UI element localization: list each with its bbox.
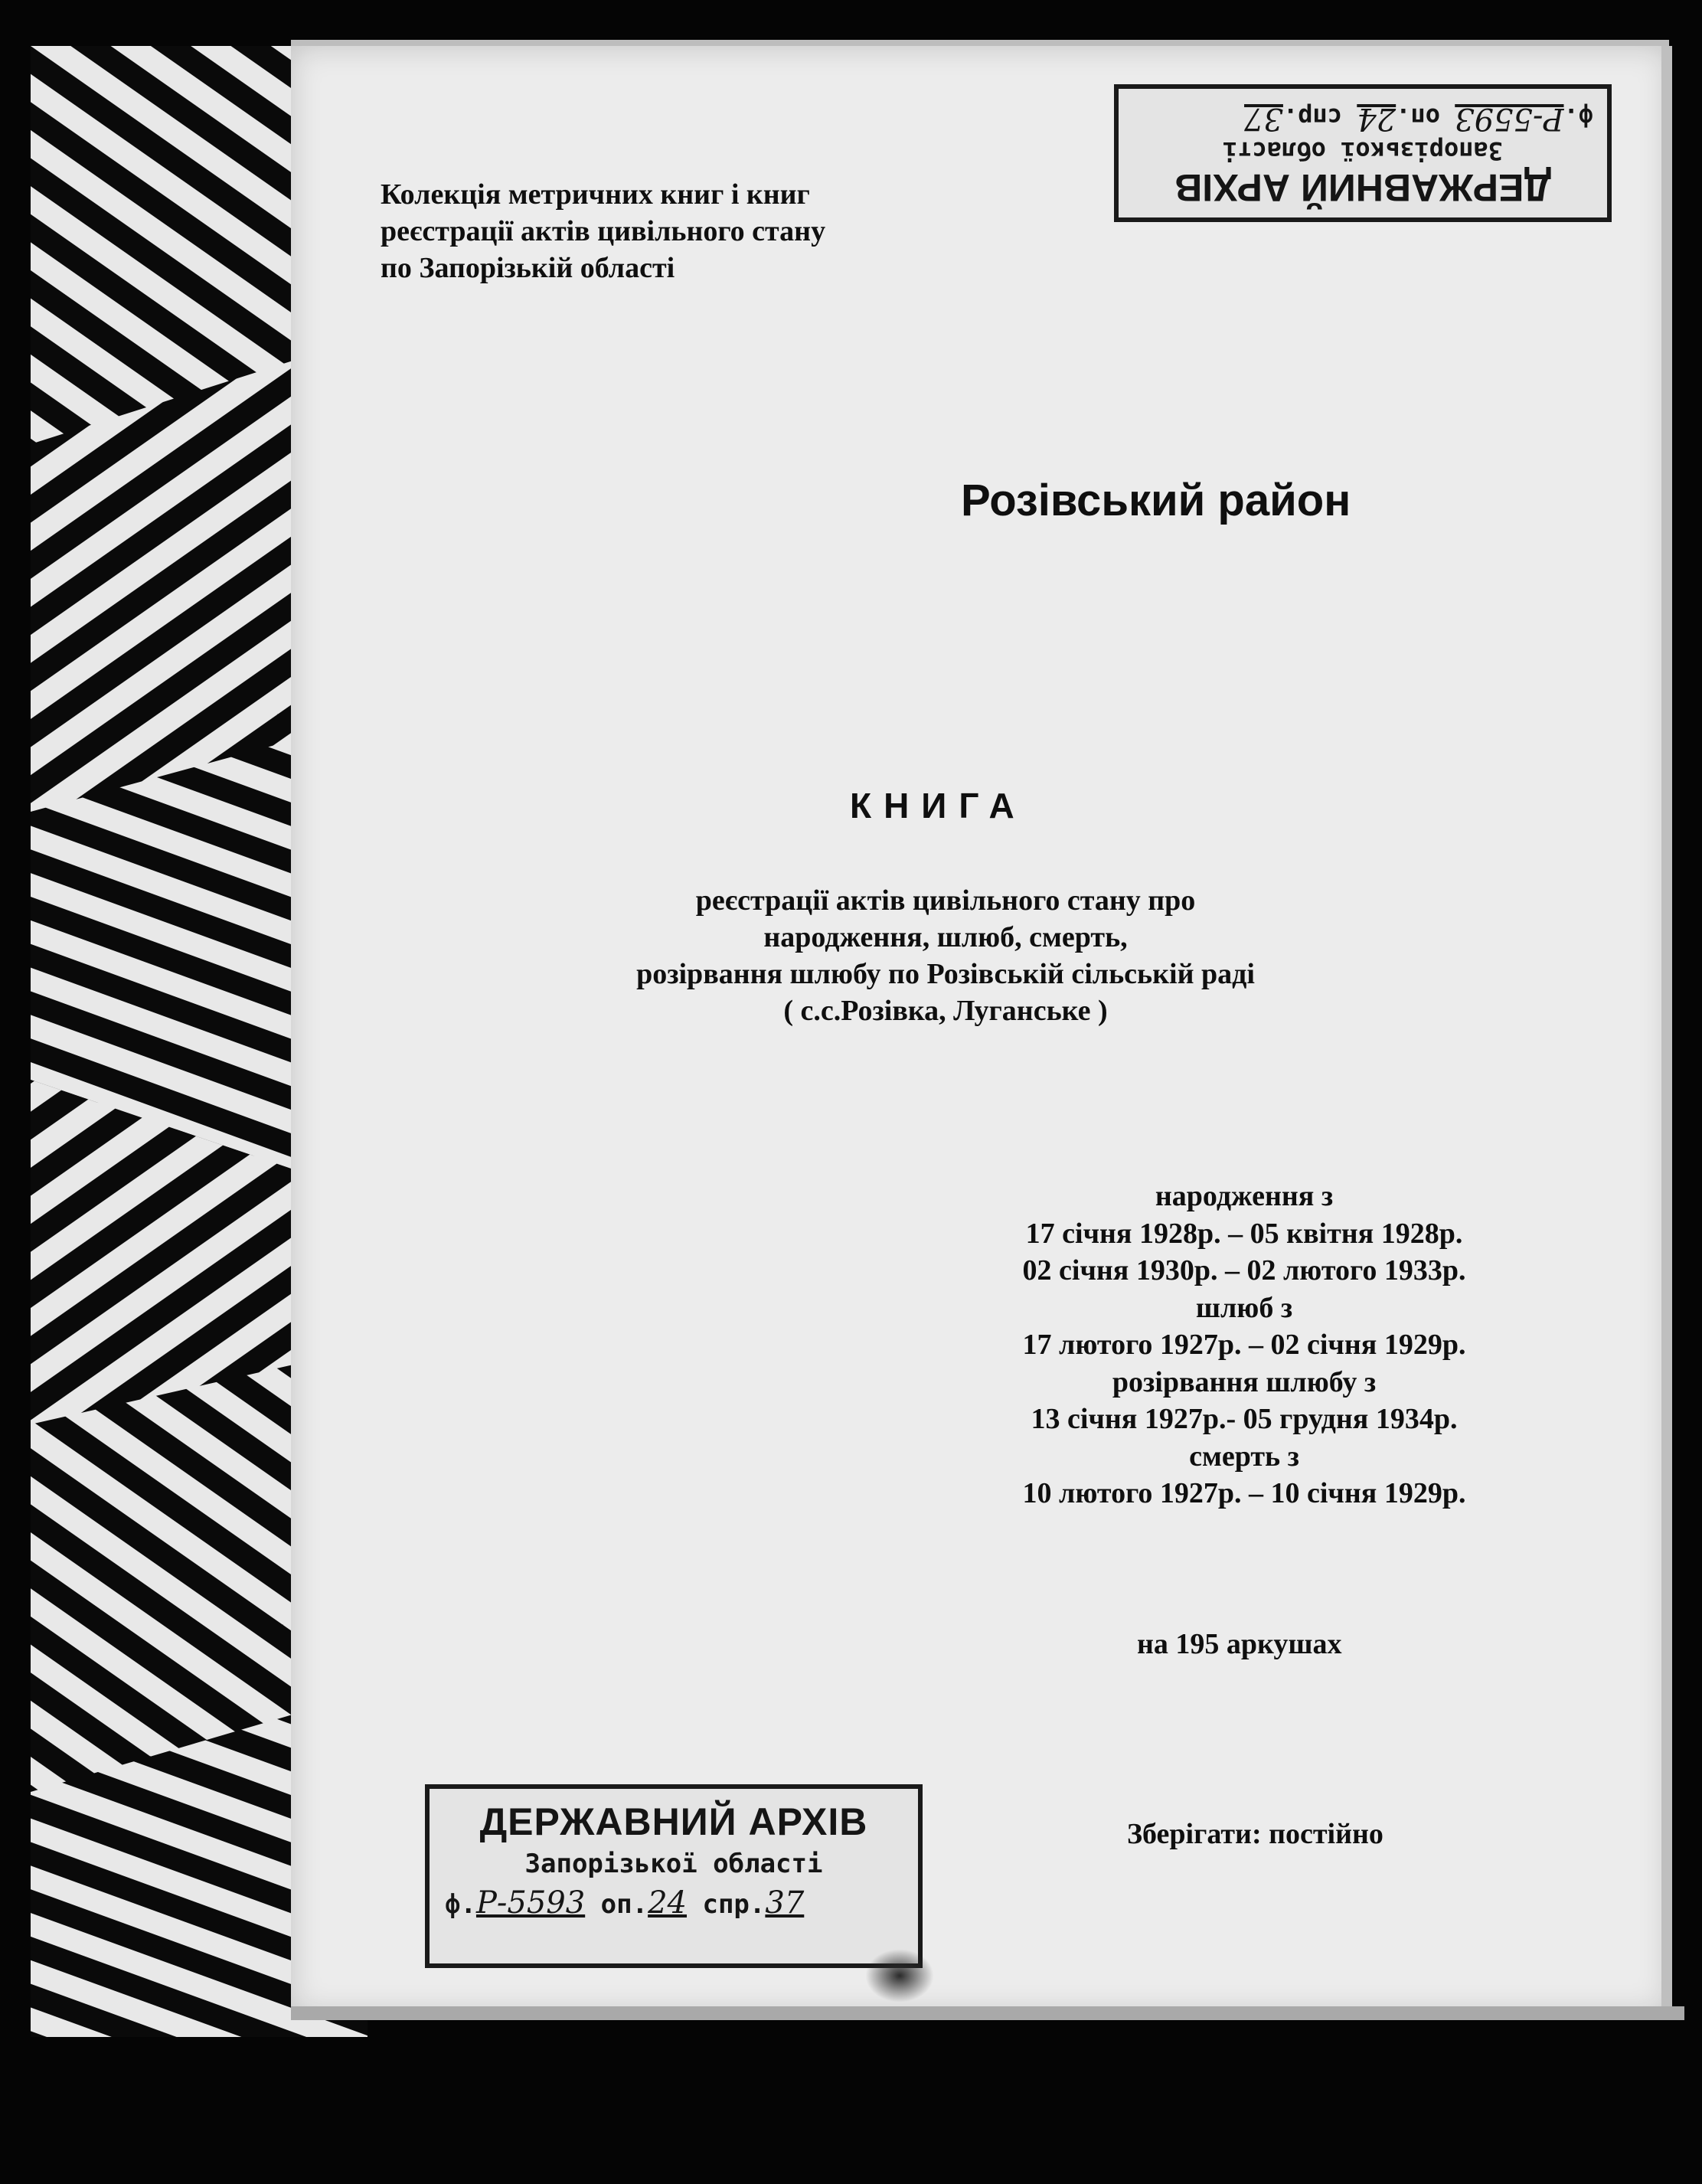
collection-line: по Запорізькій області	[381, 252, 675, 284]
stamp-bottom-f-label: ф.	[445, 1889, 476, 1920]
collection-line: реєстрації актів цивільного стану	[381, 215, 826, 247]
period-range: 10 лютого 1927р. – 10 січня 1929р.	[1022, 1477, 1466, 1509]
period-heading-divorces: розірвання шлюбу з	[1112, 1365, 1377, 1398]
retention-note: Зберігати: постійно	[1127, 1818, 1383, 1850]
period-range: 02 січня 1930р. – 02 лютого 1933р.	[1022, 1254, 1466, 1287]
subtitle-line: реєстрації актів цивільного стану про	[695, 884, 1196, 917]
stamp-bottom-sprava: 37	[765, 1885, 805, 1921]
district-title: Розівський район	[961, 476, 1351, 525]
book-title: КНИГА	[850, 786, 1027, 826]
stamp-top-reference	[1132, 101, 1593, 136]
stamp-top-opys: 24	[1357, 101, 1397, 136]
page-bottom-edge	[291, 2006, 1684, 2020]
collection-line: Колекція метричних книг і книг	[381, 178, 810, 211]
stamp-bottom-region: Запорізької області	[524, 1849, 823, 1879]
stamp-top-f-label: ф.	[1563, 103, 1593, 132]
stamp-bottom-opys: 24	[648, 1885, 687, 1921]
stamp-bottom-reference	[445, 1885, 903, 1921]
period-range: 17 січня 1928р. – 05 квітня 1928р.	[1025, 1217, 1463, 1250]
book-subtitle	[551, 882, 1340, 1029]
stamp-top-spr-label: спр.	[1282, 103, 1342, 132]
archive-stamp-bottom	[425, 1784, 923, 1968]
stamp-top-title: ДЕРЖАВНИЙ АРХІВ	[1174, 166, 1551, 209]
stamp-bottom-op-label: оп.	[600, 1889, 648, 1920]
document-page	[291, 46, 1669, 2014]
subtitle-line: ( с.с.Розівка, Луганське )	[783, 995, 1108, 1027]
subtitle-line: народження, шлюб, смерть,	[763, 921, 1128, 953]
stamp-top-sprava: 37	[1244, 101, 1283, 136]
collection-header	[381, 176, 825, 286]
archive-stamp-top	[1114, 84, 1612, 222]
page-edge-right	[1661, 46, 1672, 2014]
period-heading-marriages: шлюб з	[1195, 1291, 1293, 1324]
paper-damage-mark	[865, 1949, 934, 2003]
period-heading-deaths: смерть з	[1189, 1440, 1299, 1473]
subtitle-line: розірвання шлюбу по Розівській сільській раді	[636, 958, 1255, 990]
stamp-bottom-spr-label: спр.	[702, 1889, 766, 1920]
stamp-bottom-fond: Р-5593	[475, 1885, 586, 1921]
period-range: 13 січня 1927р.- 05 грудня 1934р.	[1031, 1403, 1458, 1435]
stamp-bottom-title: ДЕРЖАВНИЙ АРХІВ	[479, 1800, 868, 1843]
stamp-top-op-label: оп.	[1396, 103, 1440, 132]
stamp-top-region: Запорізької області	[1222, 136, 1504, 165]
record-periods	[957, 1178, 1531, 1512]
stamp-top-fond: Р-5593	[1455, 101, 1564, 136]
period-range: 17 лютого 1927р. – 02 січня 1929р.	[1022, 1329, 1466, 1361]
period-heading-births: народження з	[1155, 1180, 1334, 1212]
sheets-count: на 195 аркушах	[1137, 1628, 1342, 1660]
